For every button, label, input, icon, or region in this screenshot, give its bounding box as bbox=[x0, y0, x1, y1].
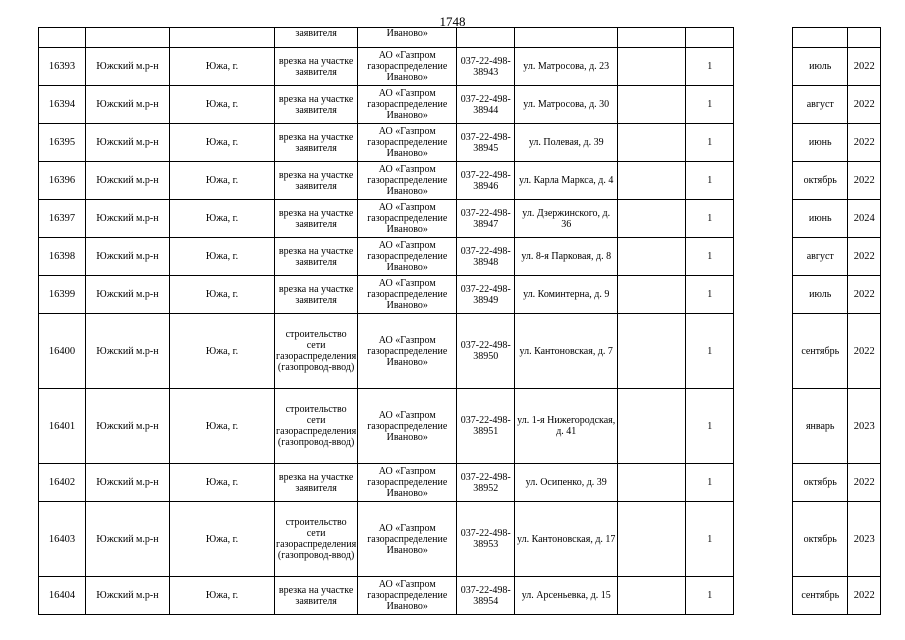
cell-gap bbox=[734, 577, 793, 615]
cell-month: июнь bbox=[793, 124, 848, 162]
cell-code: 037-22-498-38951 bbox=[457, 389, 515, 464]
cell-year: 2023 bbox=[848, 389, 881, 464]
table-row bbox=[39, 200, 881, 238]
cell-address: ул. Дзержинского, д. 36 bbox=[515, 200, 618, 238]
cell-gap bbox=[734, 162, 793, 200]
cell-id: 16396 bbox=[39, 162, 86, 200]
cell-city bbox=[170, 28, 275, 48]
cell-org: АО «Газпром газораспределение Иваново» bbox=[358, 314, 457, 389]
cell-gap bbox=[734, 86, 793, 124]
cell-empty bbox=[618, 200, 686, 238]
table-row bbox=[39, 389, 881, 464]
cell-gap bbox=[734, 314, 793, 389]
registry-table bbox=[38, 27, 881, 615]
cell-district: Южский м.р-н bbox=[86, 124, 170, 162]
cell-gap bbox=[734, 276, 793, 314]
cell-org: Иваново» bbox=[358, 28, 457, 48]
table-row bbox=[39, 238, 881, 276]
cell-empty bbox=[618, 238, 686, 276]
cell-org: АО «Газпром газораспределение Иваново» bbox=[358, 162, 457, 200]
cell-year: 2022 bbox=[848, 124, 881, 162]
cell-id bbox=[39, 28, 86, 48]
cell-district: Южский м.р-н bbox=[86, 200, 170, 238]
cell-id: 16403 bbox=[39, 502, 86, 577]
cell-code: 037-22-498-38949 bbox=[457, 276, 515, 314]
cell-month bbox=[793, 28, 848, 48]
cell-month: октябрь bbox=[793, 502, 848, 577]
table-row bbox=[39, 48, 881, 86]
cell-year: 2024 bbox=[848, 200, 881, 238]
cell-city: Южа, г. bbox=[170, 48, 275, 86]
cell-work: врезка на участке заявителя bbox=[275, 464, 358, 502]
cell-district: Южский м.р-н bbox=[86, 314, 170, 389]
cell-empty bbox=[618, 502, 686, 577]
cell-code: 037-22-498-38946 bbox=[457, 162, 515, 200]
cell-district: Южский м.р-н bbox=[86, 389, 170, 464]
cell-empty bbox=[618, 162, 686, 200]
cell-district bbox=[86, 28, 170, 48]
cell-month: июнь bbox=[793, 200, 848, 238]
cell-code: 037-22-498-38947 bbox=[457, 200, 515, 238]
cell-qty: 1 bbox=[686, 276, 734, 314]
cell-year: 2022 bbox=[848, 577, 881, 615]
cell-address: ул. Арсеньевка, д. 15 bbox=[515, 577, 618, 615]
cell-org: АО «Газпром газораспределение Иваново» bbox=[358, 577, 457, 615]
table-row bbox=[39, 314, 881, 389]
cell-district: Южский м.р-н bbox=[86, 162, 170, 200]
cell-id: 16401 bbox=[39, 389, 86, 464]
cell-code: 037-22-498-38943 bbox=[457, 48, 515, 86]
cell-gap bbox=[734, 200, 793, 238]
cell-city: Южа, г. bbox=[170, 276, 275, 314]
cell-qty: 1 bbox=[686, 86, 734, 124]
cell-district: Южский м.р-н bbox=[86, 86, 170, 124]
continuation-row bbox=[39, 28, 881, 48]
cell-id: 16397 bbox=[39, 200, 86, 238]
cell-org: АО «Газпром газораспределение Иваново» bbox=[358, 200, 457, 238]
cell-code: 037-22-498-38953 bbox=[457, 502, 515, 577]
cell-work: врезка на участке заявителя bbox=[275, 86, 358, 124]
cell-district: Южский м.р-н bbox=[86, 502, 170, 577]
cell-city: Южа, г. bbox=[170, 464, 275, 502]
cell-work: врезка на участке заявителя bbox=[275, 162, 358, 200]
cell-address: ул. Матросова, д. 23 bbox=[515, 48, 618, 86]
cell-qty: 1 bbox=[686, 577, 734, 615]
cell-qty: 1 bbox=[686, 389, 734, 464]
cell-address: ул. Кантоновская, д. 7 bbox=[515, 314, 618, 389]
cell-city: Южа, г. bbox=[170, 314, 275, 389]
cell-work: врезка на участке заявителя bbox=[275, 200, 358, 238]
cell-empty bbox=[618, 28, 686, 48]
cell-district: Южский м.р-н bbox=[86, 48, 170, 86]
cell-id: 16402 bbox=[39, 464, 86, 502]
cell-empty bbox=[618, 464, 686, 502]
cell-city: Южа, г. bbox=[170, 86, 275, 124]
cell-org: АО «Газпром газораспределение Иваново» bbox=[358, 86, 457, 124]
page-number: 1748 bbox=[439, 14, 466, 29]
cell-empty bbox=[618, 276, 686, 314]
cell-org: АО «Газпром газораспределение Иваново» bbox=[358, 502, 457, 577]
table-row bbox=[39, 86, 881, 124]
cell-work: строительство сети газораспределения (газопровод-ввод) bbox=[275, 389, 358, 464]
cell-id: 16398 bbox=[39, 238, 86, 276]
cell-id: 16394 bbox=[39, 86, 86, 124]
cell-month: июль bbox=[793, 276, 848, 314]
cell-month: октябрь bbox=[793, 162, 848, 200]
cell-gap bbox=[734, 502, 793, 577]
cell-qty: 1 bbox=[686, 162, 734, 200]
cell-qty: 1 bbox=[686, 464, 734, 502]
cell-empty bbox=[618, 124, 686, 162]
cell-district: Южский м.р-н bbox=[86, 464, 170, 502]
cell-year: 2022 bbox=[848, 162, 881, 200]
cell-address: ул. Кантоновская, д. 17 bbox=[515, 502, 618, 577]
cell-code: 037-22-498-38948 bbox=[457, 238, 515, 276]
cell-work: врезка на участке заявителя bbox=[275, 577, 358, 615]
cell-org: АО «Газпром газораспределение Иваново» bbox=[358, 238, 457, 276]
table-row bbox=[39, 124, 881, 162]
cell-work: врезка на участке заявителя bbox=[275, 276, 358, 314]
cell-qty: 1 bbox=[686, 314, 734, 389]
cell-city: Южа, г. bbox=[170, 389, 275, 464]
cell-id: 16395 bbox=[39, 124, 86, 162]
cell-address: ул. Матросова, д. 30 bbox=[515, 86, 618, 124]
cell-id: 16404 bbox=[39, 577, 86, 615]
cell-district: Южский м.р-н bbox=[86, 276, 170, 314]
cell-qty: 1 bbox=[686, 502, 734, 577]
table-row bbox=[39, 502, 881, 577]
cell-year: 2022 bbox=[848, 276, 881, 314]
cell-city: Южа, г. bbox=[170, 200, 275, 238]
cell-year: 2022 bbox=[848, 48, 881, 86]
cell-empty bbox=[618, 86, 686, 124]
cell-year: 2022 bbox=[848, 464, 881, 502]
cell-qty: 1 bbox=[686, 124, 734, 162]
table-row bbox=[39, 162, 881, 200]
cell-address: ул. 8-я Парковая, д. 8 bbox=[515, 238, 618, 276]
cell-org: АО «Газпром газораспределение Иваново» bbox=[358, 276, 457, 314]
cell-code: 037-22-498-38954 bbox=[457, 577, 515, 615]
cell-month: сентябрь bbox=[793, 577, 848, 615]
cell-empty bbox=[618, 389, 686, 464]
cell-city: Южа, г. bbox=[170, 162, 275, 200]
cell-empty bbox=[618, 48, 686, 86]
cell-work: заявителя bbox=[275, 28, 358, 48]
cell-city: Южа, г. bbox=[170, 124, 275, 162]
cell-gap bbox=[734, 48, 793, 86]
cell-gap bbox=[734, 389, 793, 464]
cell-gap bbox=[734, 464, 793, 502]
cell-address: ул. Полевая, д. 39 bbox=[515, 124, 618, 162]
cell-district: Южский м.р-н bbox=[86, 577, 170, 615]
cell-empty bbox=[618, 577, 686, 615]
cell-org: АО «Газпром газораспределение Иваново» bbox=[358, 48, 457, 86]
cell-gap bbox=[734, 28, 793, 48]
cell-qty bbox=[686, 28, 734, 48]
cell-gap bbox=[734, 238, 793, 276]
cell-city: Южа, г. bbox=[170, 238, 275, 276]
cell-gap bbox=[734, 124, 793, 162]
cell-address: ул. Карла Маркса, д. 4 bbox=[515, 162, 618, 200]
cell-address: ул. Коминтерна, д. 9 bbox=[515, 276, 618, 314]
table-row bbox=[39, 276, 881, 314]
cell-org: АО «Газпром газораспределение Иваново» bbox=[358, 389, 457, 464]
cell-address: ул. Осипенко, д. 39 bbox=[515, 464, 618, 502]
cell-year: 2022 bbox=[848, 238, 881, 276]
cell-city: Южа, г. bbox=[170, 577, 275, 615]
cell-work: врезка на участке заявителя bbox=[275, 238, 358, 276]
cell-month: октябрь bbox=[793, 464, 848, 502]
cell-org: АО «Газпром газораспределение Иваново» bbox=[358, 464, 457, 502]
cell-month: август bbox=[793, 238, 848, 276]
cell-code: 037-22-498-38944 bbox=[457, 86, 515, 124]
cell-month: январь bbox=[793, 389, 848, 464]
cell-id: 16399 bbox=[39, 276, 86, 314]
table-row bbox=[39, 464, 881, 502]
cell-work: врезка на участке заявителя bbox=[275, 48, 358, 86]
cell-year: 2022 bbox=[848, 314, 881, 389]
cell-month: июль bbox=[793, 48, 848, 86]
cell-code: 037-22-498-38952 bbox=[457, 464, 515, 502]
cell-district: Южский м.р-н bbox=[86, 238, 170, 276]
cell-address: ул. 1-я Нижегородская, д. 41 bbox=[515, 389, 618, 464]
cell-work: врезка на участке заявителя bbox=[275, 124, 358, 162]
cell-qty: 1 bbox=[686, 200, 734, 238]
cell-qty: 1 bbox=[686, 48, 734, 86]
cell-year bbox=[848, 28, 881, 48]
cell-id: 16400 bbox=[39, 314, 86, 389]
cell-code: 037-22-498-38945 bbox=[457, 124, 515, 162]
cell-year: 2022 bbox=[848, 86, 881, 124]
cell-year: 2023 bbox=[848, 502, 881, 577]
table-row bbox=[39, 577, 881, 615]
cell-code: 037-22-498-38950 bbox=[457, 314, 515, 389]
cell-work: строительство сети газораспределения (газопровод-ввод) bbox=[275, 314, 358, 389]
cell-work: строительство сети газораспределения (газопровод-ввод) bbox=[275, 502, 358, 577]
cell-id: 16393 bbox=[39, 48, 86, 86]
cell-address bbox=[515, 28, 618, 48]
cell-month: сентябрь bbox=[793, 314, 848, 389]
registry-body bbox=[39, 28, 881, 615]
cell-city: Южа, г. bbox=[170, 502, 275, 577]
cell-code bbox=[457, 28, 515, 48]
cell-qty: 1 bbox=[686, 238, 734, 276]
cell-org: АО «Газпром газораспределение Иваново» bbox=[358, 124, 457, 162]
cell-empty bbox=[618, 314, 686, 389]
cell-month: август bbox=[793, 86, 848, 124]
